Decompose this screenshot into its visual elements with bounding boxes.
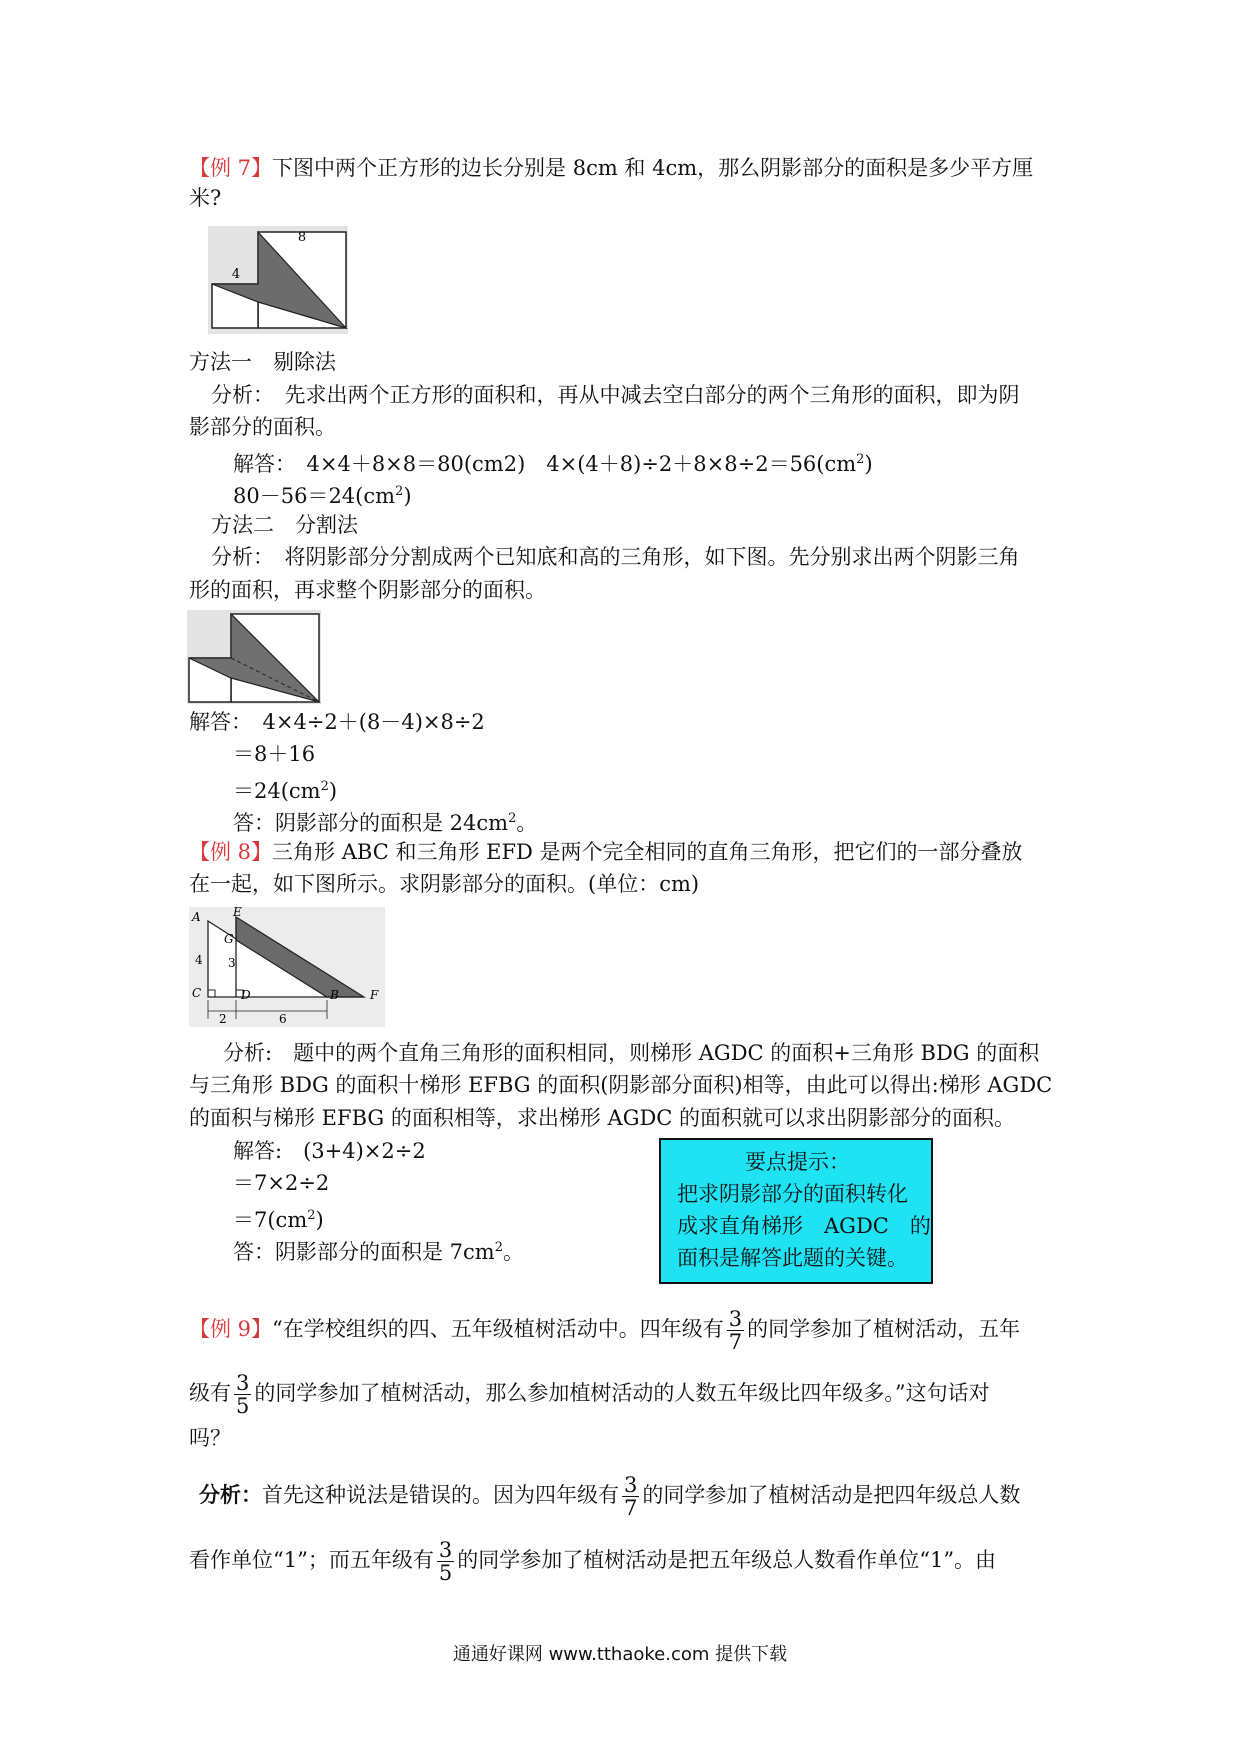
ex7-answer: 答：阴影部分的面积是 $24cm^2$。 [233, 811, 538, 835]
ex8-label-6: 6 [279, 1012, 287, 1026]
ex8-question-line1: 【例 8】三角形 ABC 和三角形 EFD 是两个完全相同的直角三角形，把它们的一部分叠放 [189, 840, 1023, 864]
ex7-method2-solution3: $=24(cm^2)$ [233, 779, 338, 803]
footer-source: 通通好课网 www.tthaoke.com 提供下载 [452, 1644, 788, 1665]
ex7-question-line1: 【例 7】下图中两个正方形的边长分别是 8cm 和 4cm，那么阴影部分的面积是多少平方厘 [189, 156, 1034, 180]
key-point-title: 要点提示： [745, 1150, 850, 1174]
ex7-method1-title: 方法一 剔除法 [189, 350, 336, 374]
ex9-analysis-line2: 看作单位“1”；而五年级有 $\frac{3}{5}$ 的同学参加了植树活动是把五年级总人数看作单位“1”。由 [189, 1538, 997, 1585]
ex9-analysis-label: 分析： [199, 1482, 262, 1507]
ex8-label-E: E [233, 907, 242, 919]
ex9-question-line1: 【例 9】“在学校组织的四、五年级植树活动中。四年级有 $\frac{3}{7}$ 的同学参加了植树活动，五年 [189, 1307, 1021, 1354]
ex7-method2-solution2: ＝8＋16 [233, 742, 316, 766]
ex8-question-line2: 在一起，如下图所示。求阴影部分的面积。(单位：cm) [189, 872, 700, 896]
fraction-3-5-analysis: $\frac{3}{5}$ [438, 1538, 453, 1585]
ex7-fig-label-8: 8 [297, 230, 307, 245]
ex8-label-F: F [370, 988, 379, 1002]
ex8-label-B: B [330, 988, 339, 1002]
fraction-3-7-analysis: $\frac{3}{7}$ [624, 1473, 638, 1520]
fraction-3-7: $\frac{3}{7}$ [728, 1307, 743, 1354]
ex7-question-line2: 米? [189, 186, 222, 210]
ex9-tag: 【例 9】 [189, 1317, 273, 1341]
ex8-label-3: 3 [228, 956, 236, 970]
ex8-solution2: ＝7×2÷2 [233, 1171, 330, 1195]
ex7-method2-title: 方法二 分割法 [211, 513, 358, 537]
ex7-method1-analysis1: 分析： 先求出两个正方形的面积和，再从中减去空白部分的两个三角形的面积，即为阴 [211, 383, 1020, 407]
ex7-method2-solution1: 解答： 4×4÷2＋(8－4)×8÷2 [189, 710, 485, 734]
ex7-figure-1 [208, 226, 348, 334]
ex8-tag: 【例 8】 [189, 840, 273, 864]
ex8-analysis2: 与三角形 BDG 的面积十梯形 EFBG 的面积(阴影部分面积)相等，由此可以得出:梯形 AGDC [189, 1073, 1053, 1097]
ex8-solution3: $=7(cm^2)$ [233, 1208, 324, 1232]
key-point-line2: 成求直角梯形 AGDC 的 [677, 1214, 931, 1238]
ex8-label-D: D [241, 988, 251, 1002]
ex8-label-4: 4 [195, 953, 203, 967]
ex9-question-line2: 级有 $\frac{3}{5}$ 的同学参加了植树活动，那么参加植树活动的人数五年级比四年级多。”这句话对 [189, 1371, 990, 1418]
fraction-3-5: $\frac{3}{5}$ [236, 1371, 250, 1418]
ex9-analysis-line1: 分析：首先这种说法是错误的。因为四年级有 $\frac{3}{7}$ 的同学参加了植树活动是把四年级总人数 [199, 1473, 1021, 1520]
ex8-label-2: 2 [219, 1012, 227, 1026]
ex8-analysis1: 分析: 题中的两个直角三角形的面积相同，则梯形 AGDC 的面积+三角形 BDG 的面积 [223, 1041, 1040, 1065]
ex8-solution1: 解答: (3+4)×2÷2 [233, 1139, 426, 1163]
ex8-label-A: A [192, 910, 201, 924]
ex8-label-C: C [192, 986, 202, 1000]
key-point-line1: 把求阴影部分的面积转化 [677, 1182, 908, 1206]
ex7-tag: 【例 7】 [189, 156, 273, 180]
ex7-method1-analysis2: 影部分的面积。 [189, 415, 336, 439]
ex7-figure-2 [187, 610, 321, 704]
key-point-line3: 面积是解答此题的关键。 [677, 1246, 908, 1270]
ex8-analysis3: 的面积与梯形 EFBG 的面积相等，求出梯形 AGDC 的面积就可以求出阴影部分的面积。 [189, 1106, 1016, 1130]
ex7-method2-analysis2: 形的面积，再求整个阴影部分的面积。 [189, 578, 546, 602]
ex7-method2-analysis1: 分析： 将阴影部分分割成两个已知底和高的三角形，如下图。先分别求出两个阴影三角 [211, 545, 1020, 569]
key-point-box [659, 1138, 933, 1284]
ex8-figure [189, 907, 385, 1027]
ex8-answer: 答：阴影部分的面积是 $7cm^2$。 [233, 1240, 524, 1264]
ex8-label-G: G [224, 932, 234, 946]
ex9-question-line3: 吗？ [189, 1426, 231, 1450]
ex7-method1-solution2: $80-56=24(cm^2)$ [233, 484, 412, 508]
ex7-method1-solution1: 解答： 4×4＋8×8＝80(cm2) $4\times(4+8)\div 2+8\times 8\div 2=56(cm^2)$ [233, 452, 873, 476]
ex7-fig-label-4: 4 [231, 267, 241, 282]
